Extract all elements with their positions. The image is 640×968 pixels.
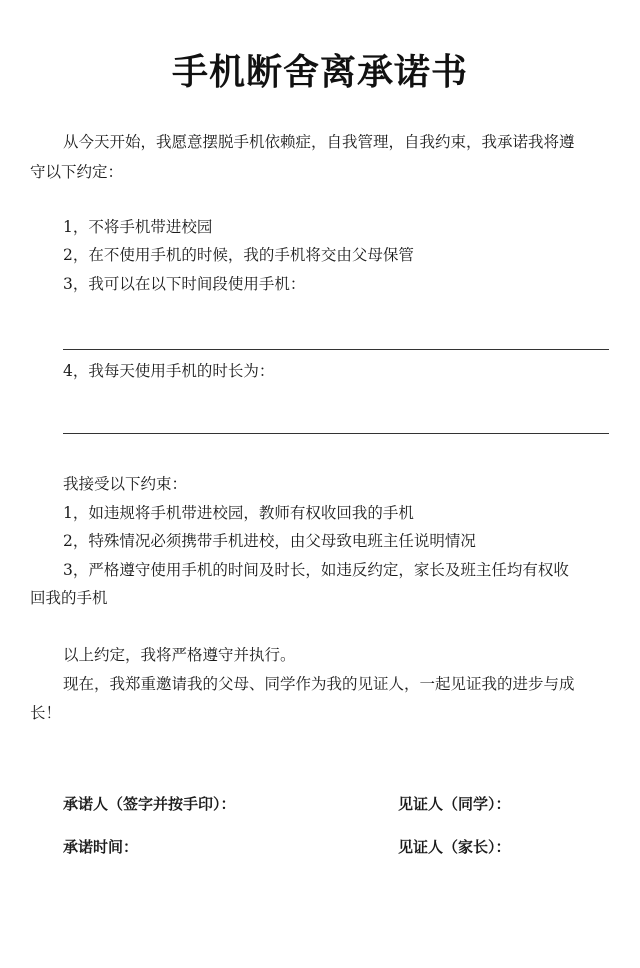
constraints-heading: 我接受以下约束： <box>63 475 188 493</box>
constraint-item-3: 3，严格遵守使用手机的时间及时长，如违反约定，家长及班主任均有权收 <box>63 561 569 579</box>
promisor-signature-label: 承诺人（签字并按手印）： <box>63 795 236 813</box>
intro-paragraph-line-2: 守以下约定： <box>30 163 124 181</box>
closing-line-2-continued: 长！ <box>30 704 62 722</box>
constraint-item-2: 2，特殊情况必须携带手机进校，由父母致电班主任说明情况 <box>63 532 476 550</box>
page-title: 手机断舍离承诺书 <box>171 52 468 93</box>
fill-in-line-time-period[interactable] <box>63 349 609 350</box>
promise-time-label: 承诺时间： <box>63 838 139 856</box>
closing-line-2: 现在，我郑重邀请我的父母、同学作为我的见证人，一起见证我的进步与成 <box>63 675 575 693</box>
fill-in-line-duration[interactable] <box>63 433 609 434</box>
witness-classmate-label: 见证人（同学）： <box>398 795 511 813</box>
rule-item-3: 3，我可以在以下时间段使用手机： <box>63 275 306 293</box>
witness-parent-label: 见证人（家长）： <box>398 838 511 856</box>
intro-paragraph-line-1: 从今天开始，我愿意摆脱手机依赖症，自我管理，自我约束，我承诺我将遵 <box>63 133 575 151</box>
closing-line-1: 以上约定，我将严格遵守并执行。 <box>63 646 296 664</box>
constraint-item-1: 1，如违规将手机带进校园，教师有权收回我的手机 <box>63 504 414 522</box>
rule-item-2: 2，在不使用手机的时候，我的手机将交由父母保管 <box>63 246 414 264</box>
constraint-item-3-continued: 回我的手机 <box>30 589 108 607</box>
rule-item-4: 4，我每天使用手机的时长为： <box>63 362 275 380</box>
rule-item-1: 1，不将手机带进校园 <box>63 218 213 236</box>
